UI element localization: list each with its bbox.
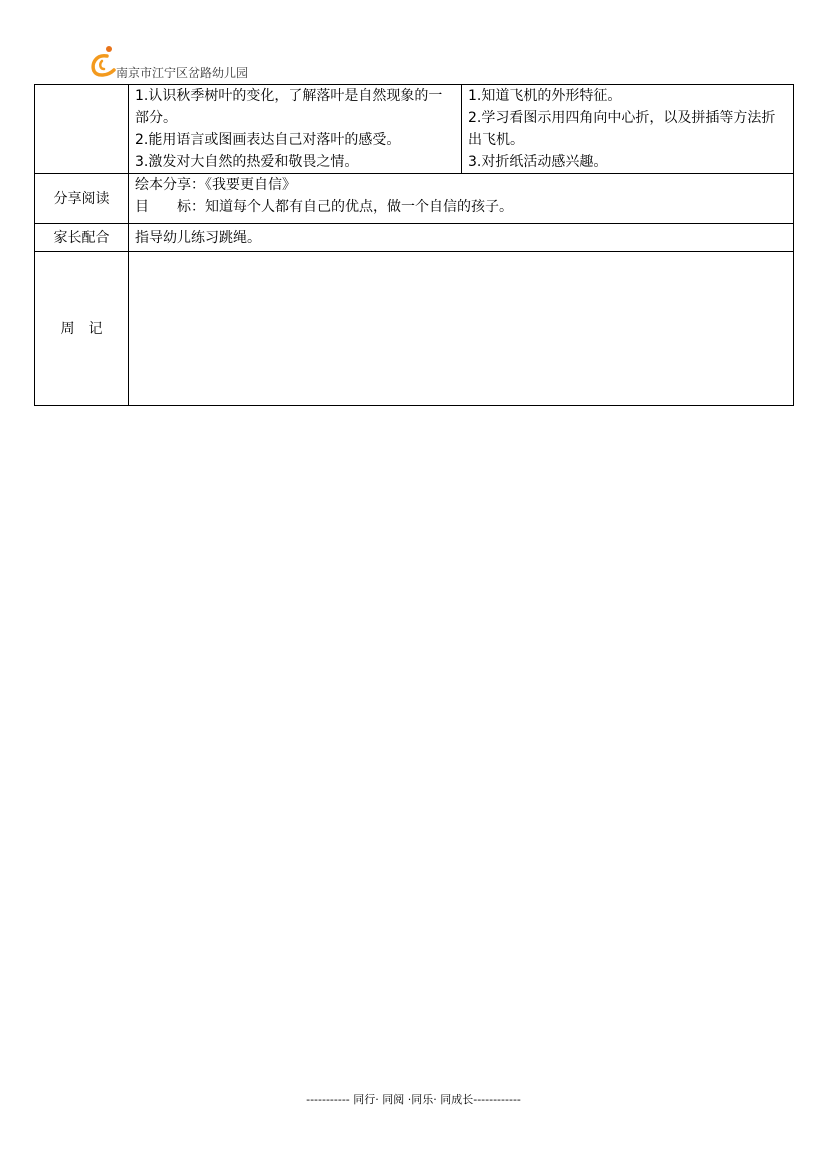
footer-slogan: ----------- 同行· 同阅 ·同乐· 同成长------------ bbox=[306, 1093, 521, 1106]
weekly-notes-row bbox=[35, 252, 794, 406]
sharing-content bbox=[129, 174, 794, 224]
sharing-goal: 目 标：知道每个人都有自己的优点，做一个自信的孩子。 bbox=[135, 199, 513, 215]
school-name: 南京市江宁区岔路幼儿园 bbox=[116, 66, 249, 80]
weekly-plan-table bbox=[34, 84, 794, 406]
weekly-notes-content bbox=[129, 252, 794, 406]
goals-label-cell bbox=[35, 85, 129, 174]
goal-item: 1.知道飞机的外形特征。 bbox=[468, 88, 622, 104]
goal-item: 1.认识秋季树叶的变化，了解落叶是自然现象的一部分。 bbox=[135, 88, 443, 126]
parents-row bbox=[35, 224, 794, 252]
sharing-book: 绘本分享：《我要更自信》 bbox=[135, 177, 296, 193]
goals-cell-col2 bbox=[462, 85, 794, 174]
parents-label: 家长配合 bbox=[35, 224, 129, 252]
goal-item: 3.对折纸活动感兴趣。 bbox=[468, 154, 608, 170]
goal-item: 2.学习看图示用四角向中心折，以及拼插等方法折出飞机。 bbox=[468, 110, 776, 148]
parents-content: 指导幼儿练习跳绳。 bbox=[129, 224, 794, 252]
sharing-row bbox=[35, 174, 794, 224]
goal-item: 3.激发对大自然的热爱和敬畏之情。 bbox=[135, 154, 359, 170]
goals-row bbox=[35, 85, 794, 174]
goal-item: 2.能用语言或图画表达自己对落叶的感受。 bbox=[135, 132, 401, 148]
goals-cell-col1 bbox=[129, 85, 462, 174]
weekly-notes-label: 周 记 bbox=[35, 252, 129, 406]
sharing-label: 分享阅读 bbox=[35, 174, 129, 224]
